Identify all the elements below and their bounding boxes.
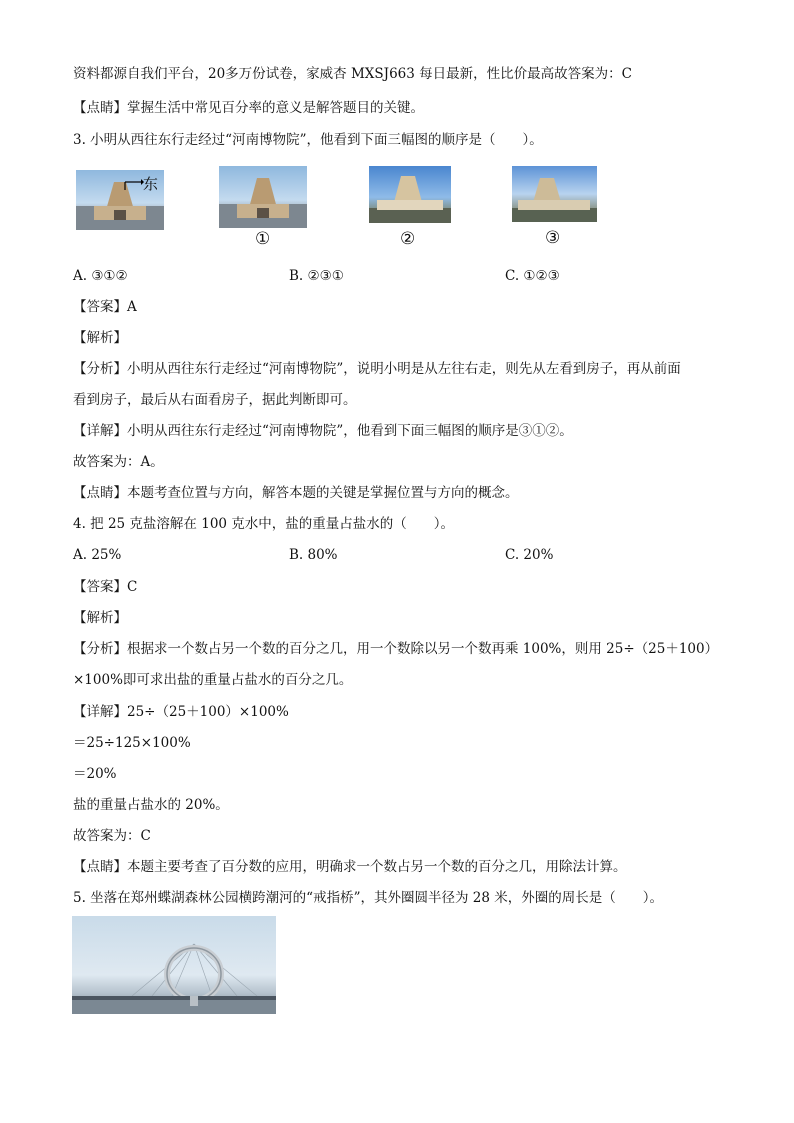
option-3b: B. ②③① bbox=[289, 268, 344, 284]
option-4c: C. 20% bbox=[505, 547, 554, 563]
analysis-3-line2: 看到房子，最后从右面看房子，据此判断即可。 bbox=[73, 392, 357, 408]
museum-photo-1 bbox=[219, 166, 307, 228]
museum-photo-2 bbox=[369, 166, 451, 223]
arrow-icon bbox=[122, 172, 144, 192]
detail-3: 【详解】小明从西往东行走经过“河南博物院”，他看到下面三幅图的顺序是③①②。 bbox=[73, 423, 573, 439]
museum-photo-3 bbox=[512, 166, 597, 222]
conclusion-3: 故答案为：A。 bbox=[73, 454, 164, 470]
east-arrow bbox=[122, 172, 144, 196]
east-label: 东 bbox=[143, 175, 159, 193]
label-2: ② bbox=[400, 229, 416, 249]
tip-3: 【点睛】本题考查位置与方向，解答本题的关键是掌握位置与方向的概念。 bbox=[73, 485, 519, 501]
step-1: ＝25÷125×100% bbox=[73, 735, 191, 751]
label-3: ③ bbox=[545, 228, 561, 248]
museum-illustration bbox=[512, 166, 597, 222]
detail-4: 【详解】25÷（25＋100）×100% bbox=[73, 704, 289, 720]
analysis-3-line1: 【分析】小明从西往东行走经过“河南博物院”，说明小明是从左往右走，则先从左看到房子，再从前面 bbox=[73, 361, 681, 377]
step-3: 盐的重量占盐水的 20%。 bbox=[73, 797, 229, 813]
conclusion-4: 故答案为：C bbox=[73, 828, 151, 844]
question-4: 4. 把 25 克盐溶解在 100 克水中，盐的重量占盐水的（ ）。 bbox=[73, 516, 455, 532]
museum-illustration bbox=[219, 166, 307, 228]
option-3c: C. ①②③ bbox=[505, 268, 560, 284]
header-line: 资料都源自我们平台，20多万份试卷，家威杏 MXSJ663 每日最新，性比价最高故答案为：C bbox=[73, 66, 632, 82]
question-3: 3. 小明从西往东行走经过“河南博物院”，他看到下面三幅图的顺序是（ ）。 bbox=[73, 132, 543, 148]
analysis-4-line2: ×100%即可求出盐的重量占盐水的百分之几。 bbox=[73, 672, 353, 688]
analysis-4-line1: 【分析】根据求一个数占另一个数的百分之几，用一个数除以另一个数再乘 100%，则用 25÷（25＋100） bbox=[73, 641, 719, 657]
analysis-heading-4: 【解析】 bbox=[73, 610, 127, 626]
tip-4: 【点睛】本题主要考查了百分数的应用，明确求一个数占另一个数的百分之几，用除法计算。 bbox=[73, 859, 627, 875]
label-1: ① bbox=[255, 229, 271, 249]
answer-3: 【答案】A bbox=[73, 299, 137, 315]
tip-line: 【点睛】掌握生活中常见百分率的意义是解答题目的关键。 bbox=[73, 100, 424, 116]
analysis-heading-3: 【解析】 bbox=[73, 330, 127, 346]
step-2: ＝20% bbox=[73, 766, 117, 782]
museum-illustration bbox=[369, 166, 451, 223]
answer-4: 【答案】C bbox=[73, 579, 138, 595]
ring-bridge-illustration bbox=[72, 916, 276, 1014]
ring-bridge-photo bbox=[72, 916, 276, 1014]
question-5: 5. 坐落在郑州蝶湖森林公园横跨潮河的“戒指桥”，其外圈圆半径为 28 米，外圈的周长是（ ）。 bbox=[73, 890, 663, 906]
option-4a: A. 25% bbox=[73, 547, 122, 563]
option-4b: B. 80% bbox=[289, 547, 338, 563]
option-3a: A. ③①② bbox=[73, 268, 128, 284]
